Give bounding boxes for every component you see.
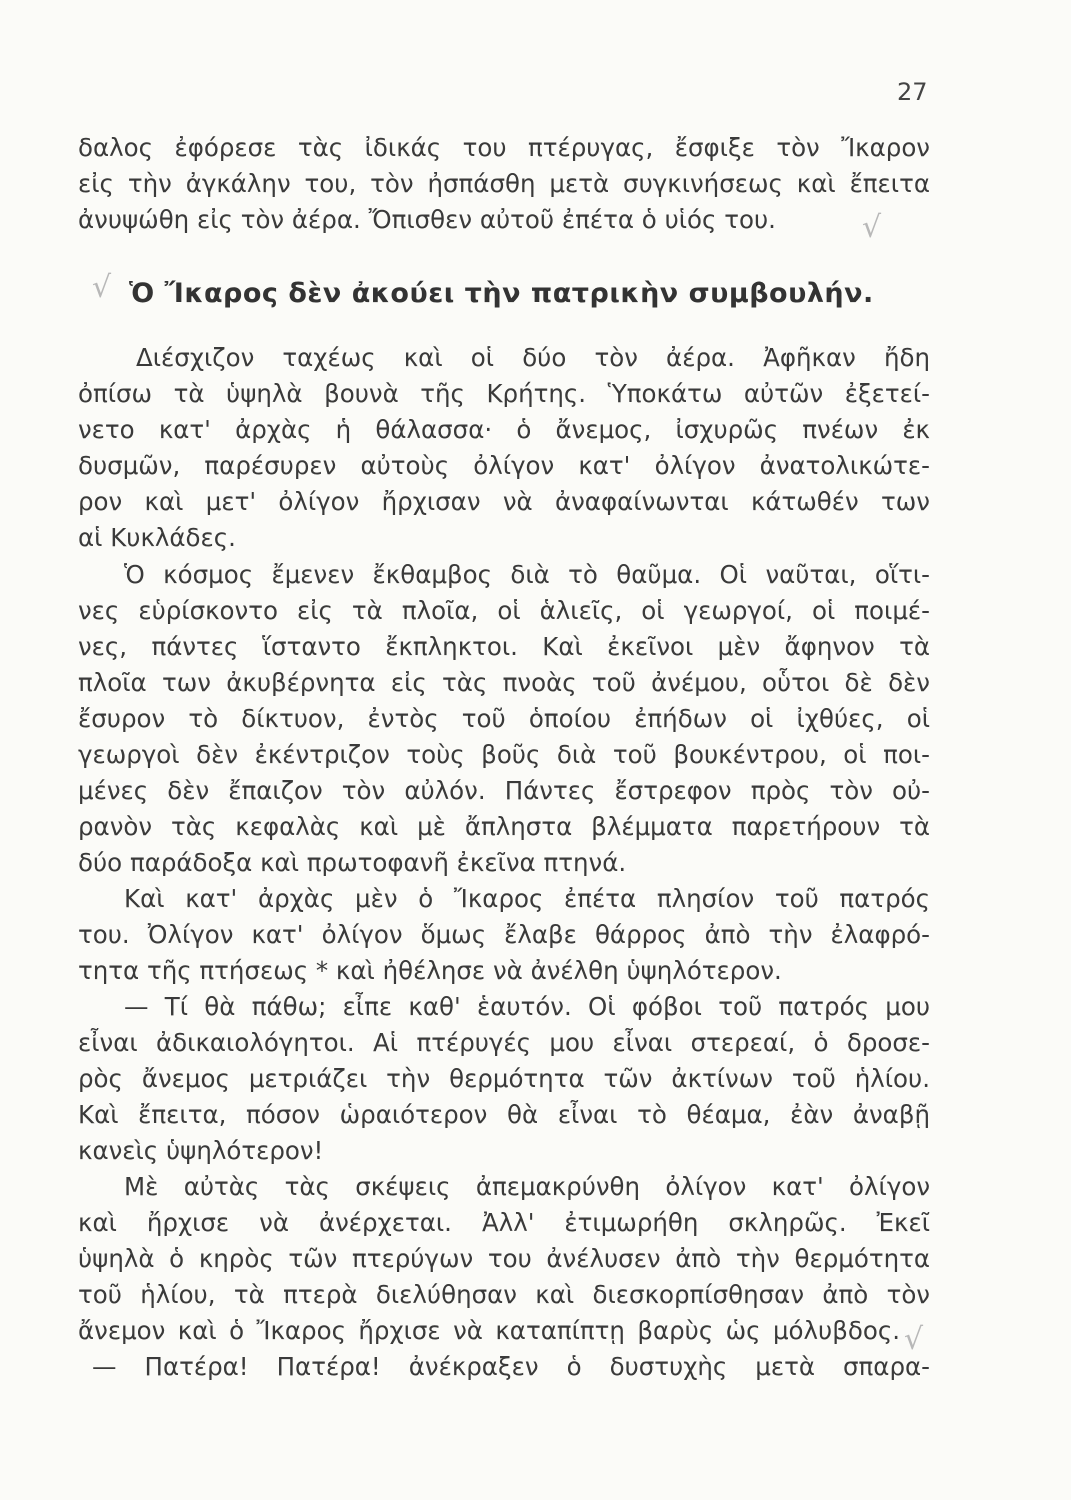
text-line: καὶ ἤρχισε νὰ ἀνέρχεται. Ἀλλ' ἐτιμωρήθη σκληρῶς. Ἐκεῖ bbox=[78, 1208, 930, 1237]
section-heading: Ὁ Ἴκαρος δὲν ἀκούει τὴν πατρικὴν συμβουλήν. bbox=[129, 278, 874, 309]
text-line: ρον καὶ μετ' ὀλίγον ἤρχισαν νὰ ἀναφαίνωνται κάτωθέν των bbox=[78, 487, 930, 516]
text-line: του. Ὀλίγον κατ' ὀλίγον ὅμως ἔλαβε θάρρος ἀπὸ τὴν ἐλαφρό- bbox=[78, 920, 930, 949]
text-line: πλοῖα των ἀκυβέρνητα εἰς τὰς πνοὰς τοῦ ἀνέμου, οὗτοι δὲ δὲν bbox=[78, 668, 930, 697]
text-line: τητα τῆς πτήσεως * καὶ ἠθέλησε νὰ ἀνέλθη ὑψηλότερον. bbox=[78, 956, 782, 985]
text-line: δυσμῶν, παρέσυρεν αὐτοὺς ὀλίγον κατ' ὀλίγον ἀνατολικώτε- bbox=[78, 451, 930, 480]
text-line: — Πατέρα! Πατέρα! ἀνέκραξεν ὁ δυστυχὴς μετὰ σπαρα- bbox=[92, 1352, 930, 1381]
text-line: ρανὸν τὰς κεφαλὰς καὶ μὲ ἄπληστα βλέμματα παρετήρουν τὰ bbox=[78, 812, 930, 841]
text-line: ρὸς ἄνεμος μετριάζει τὴν θερμότητα τῶν ἀκτίνων τοῦ ἡλίου. bbox=[78, 1064, 930, 1093]
text-line: Ὁ κόσμος ἔμενεν ἔκθαμβος διὰ τὸ θαῦμα. Οἱ ναῦται, οἵτι- bbox=[124, 560, 930, 589]
text-line: δύο παράδοξα καὶ πρωτοφανῆ ἐκεῖνα πτηνά. bbox=[78, 848, 627, 877]
text-line: Καὶ κατ' ἀρχὰς μὲν ὁ Ἴκαρος ἐπέτα πλησίον τοῦ πατρός bbox=[124, 884, 930, 913]
text-line: δαλος ἐφόρεσε τὰς ἰδικάς του πτέρυγας, ἔσφιξε τὸν Ἴκαρον bbox=[78, 133, 930, 162]
check-mark-icon: √ bbox=[862, 210, 882, 245]
text-line: κανεὶς ὑψηλότερον! bbox=[78, 1136, 324, 1165]
check-mark-icon: √ bbox=[92, 270, 112, 305]
text-line: εἰς τὴν ἀγκάλην του, τὸν ἠσπάσθη μετὰ συγκινήσεως καὶ ἔπειτα bbox=[78, 169, 930, 198]
text-line: γεωργοὶ δὲν ἐκέντριζον τοὺς βοῦς διὰ τοῦ βουκέντρου, οἱ ποι- bbox=[78, 740, 930, 769]
text-line: ἀνυψώθη εἰς τὸν ἀέρα. Ὄπισθεν αὐτοῦ ἐπέτα ὁ υἱός του. bbox=[78, 205, 776, 234]
text-line: ἄνεμον καὶ ὁ Ἴκαρος ἤρχισε νὰ καταπίπτῃ βαρὺς ὡς μόλυβδος. bbox=[78, 1316, 900, 1345]
text-line: ὀπίσω τὰ ὑψηλὰ βουνὰ τῆς Κρήτης. Ὑποκάτω αὐτῶν ἐξετεί- bbox=[78, 379, 930, 408]
text-line: Μὲ αὐτὰς τὰς σκέψεις ἀπεμακρύνθη ὀλίγον κατ' ὀλίγον bbox=[124, 1172, 930, 1201]
text-line: ὑψηλὰ ὁ κηρὸς τῶν πτερύγων του ἀνέλυσεν ἀπὸ τὴν θερμότητα bbox=[78, 1244, 930, 1273]
text-line: μένες δὲν ἔπαιζον τὸν αὐλόν. Πάντες ἔστρεφον πρὸς τὸν οὐ- bbox=[78, 776, 930, 805]
text-line: τοῦ ἡλίου, τὰ πτερὰ διελύθησαν καὶ διεσκορπίσθησαν ἀπὸ τὸν bbox=[78, 1280, 930, 1309]
text-line: Καὶ ἔπειτα, πόσον ὡραιότερον θὰ εἶναι τὸ θέαμα, ἐὰν ἀναβῇ bbox=[78, 1100, 930, 1129]
text-line: νετο κατ' ἀρχὰς ἡ θάλασσα· ὁ ἄνεμος, ἰσχυρῶς πνέων ἐκ bbox=[78, 415, 930, 444]
text-line: νες εὑρίσκοντο εἰς τὰ πλοῖα, οἱ ἁλιεῖς, οἱ γεωργοί, οἱ ποιμέ- bbox=[78, 596, 930, 625]
text-line: αἱ Κυκλάδες. bbox=[78, 523, 236, 552]
text-line: Διέσχιζον ταχέως καὶ οἱ δύο τὸν ἀέρα. Ἀφῆκαν ἤδη bbox=[136, 343, 930, 372]
text-line: — Τί θὰ πάθω; εἶπε καθ' ἑαυτόν. Οἱ φόβοι τοῦ πατρός μου bbox=[124, 992, 930, 1021]
page-number: 27 bbox=[897, 78, 928, 106]
text-line: εἶναι ἀδικαιολόγητοι. Αἱ πτέρυγές μου εἶναι στερεαί, ὁ δροσε- bbox=[78, 1028, 930, 1057]
text-line: νες, πάντες ἵσταντο ἔκπληκτοι. Καὶ ἐκεῖνοι μὲν ἄφηνον τὰ bbox=[78, 632, 930, 661]
check-mark-icon: √ bbox=[904, 1322, 924, 1357]
text-line: ἔσυρον τὸ δίκτυον, ἐντὸς τοῦ ὁποίου ἐπήδων οἱ ἰχθύες, οἱ bbox=[78, 704, 930, 733]
